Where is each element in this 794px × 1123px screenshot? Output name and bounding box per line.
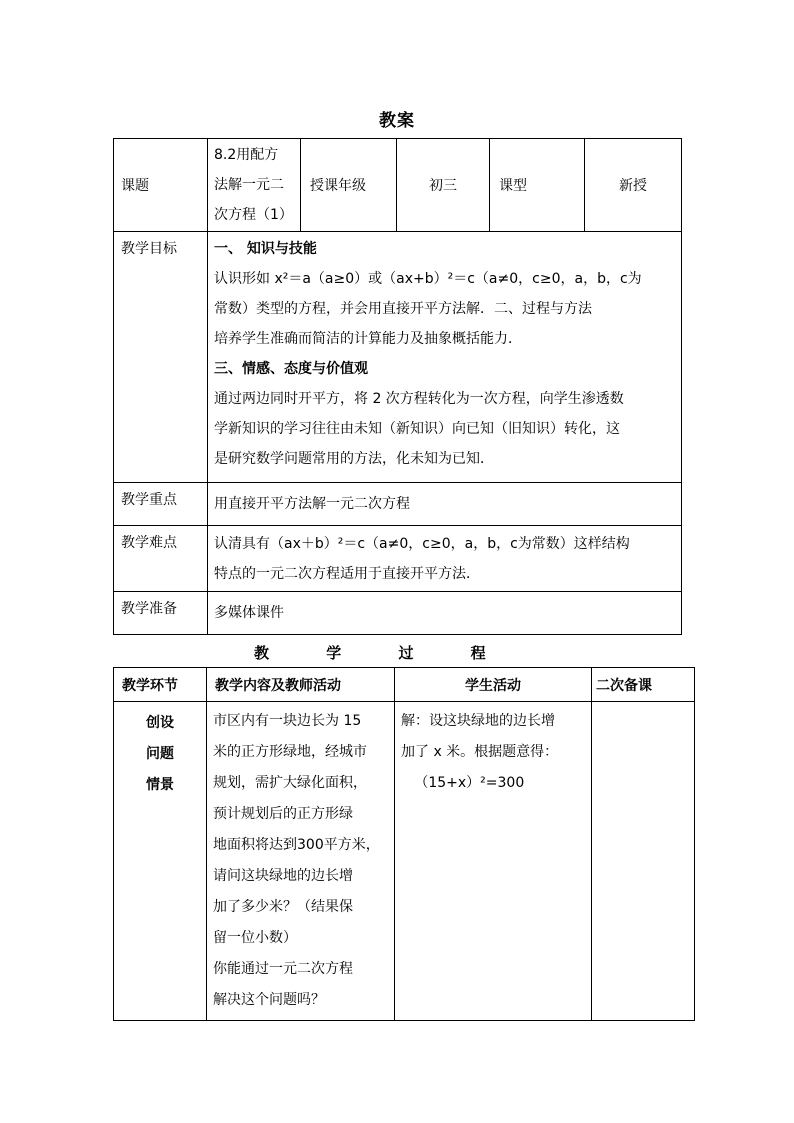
- teacher-line: 请问这块绿地的边长增: [213, 868, 353, 884]
- header-teacher: 教学内容及教师活动: [207, 668, 395, 702]
- student-line: （15+x）²=300: [401, 775, 525, 791]
- info-row: [114, 139, 682, 232]
- teacher-line: 解决这个问题吗？: [213, 992, 325, 1008]
- goals-line: 认识形如 x²＝a（a≥0）或（ax+b）²＝c（a≠0，c≥0，a，b，c为: [214, 271, 642, 287]
- teacher-activity-cell: [207, 702, 395, 1021]
- header-stage: 教学环节: [114, 668, 207, 702]
- difficulty-line: 认清具有（ax＋b）²＝c（a≠0，c≥0，a，b，c为常数）这样结构: [214, 536, 630, 552]
- preparation-content: [208, 592, 682, 635]
- process-row: [114, 702, 695, 1021]
- document-title: 教案: [379, 111, 415, 131]
- student-activity-cell: [395, 702, 592, 1021]
- notes-cell: [592, 702, 695, 1021]
- teacher-line: 市区内有一块边长为 15: [213, 713, 362, 729]
- key-point-label: 教学重点: [114, 483, 208, 526]
- goals-label: 教学目标: [114, 232, 208, 483]
- student-line: 解：设这块绿地的边长增: [401, 713, 555, 729]
- difficulty-content: [208, 526, 682, 592]
- teacher-line: 加了多少米？（结果保: [213, 899, 353, 915]
- grade-value: 初三: [397, 139, 490, 232]
- header-notes: 二次备课: [592, 668, 695, 702]
- topic-value: [208, 139, 301, 232]
- difficulty-label: 教学难点: [114, 526, 208, 592]
- topic-line: 法解一元二: [214, 177, 284, 193]
- stage-line: 创设: [146, 715, 174, 731]
- process-table: [113, 667, 695, 1021]
- preparation-row: [114, 592, 682, 635]
- goals-content: [208, 232, 682, 483]
- topic-line: 8.2用配方: [214, 147, 279, 163]
- goals-line: 通过两边同时开平方，将 2 次方程转化为一次方程，向学生渗透数: [214, 391, 624, 407]
- topic-label: 课题: [114, 139, 208, 232]
- teacher-line: 你能通过一元二次方程: [213, 961, 353, 977]
- difficulty-row: [114, 526, 682, 592]
- difficulty-line: 特点的一元二次方程适用于直接开平方法．: [214, 566, 480, 582]
- goals-line: 学新知识的学习往往由未知（新知识）向已知（旧知识）转化，这: [214, 421, 620, 437]
- process-header-row: [114, 668, 695, 702]
- teacher-line: 留一位小数）: [213, 930, 297, 946]
- type-value: 新授: [585, 139, 682, 232]
- stage-line: 情景: [146, 777, 174, 793]
- process-title: 教 学 过 程: [254, 644, 512, 662]
- teacher-line: 规划，需扩大绿化面积，: [213, 775, 367, 791]
- grade-label: 授课年级: [301, 139, 397, 232]
- goals-line: 培养学生准确而简洁的计算能力及抽象概括能力．: [214, 331, 522, 347]
- student-line: 加了 x 米。根据题意得：: [401, 744, 559, 760]
- goals-line: 三、情感、态度与价值观: [214, 361, 368, 377]
- header-student: 学生活动: [395, 668, 592, 702]
- key-point-text: 用直接开平方法解一元二次方程: [214, 496, 410, 512]
- key-point-content: [208, 483, 682, 526]
- teacher-line: 米的正方形绿地，经城市: [213, 744, 367, 760]
- goals-row: [114, 232, 682, 483]
- lesson-info-table: [113, 138, 682, 635]
- type-label: 课型: [490, 139, 585, 232]
- stage-line: 问题: [146, 746, 174, 762]
- stage-cell: [114, 702, 207, 1021]
- preparation-text: 多媒体课件: [214, 605, 284, 621]
- preparation-label: 教学准备: [114, 592, 208, 635]
- goals-line: 一、 知识与技能: [214, 241, 317, 257]
- key-point-row: [114, 483, 682, 526]
- teacher-line: 地面积将达到300平方米，: [213, 837, 380, 853]
- teacher-line: 预计规划后的正方形绿: [213, 806, 353, 822]
- topic-line: 次方程（1）: [214, 207, 293, 223]
- goals-line: 是研究数学问题常用的方法，化未知为已知．: [214, 451, 494, 467]
- goals-line: 常数）类型的方程，并会用直接开平方法解．二、过程与方法: [214, 301, 592, 317]
